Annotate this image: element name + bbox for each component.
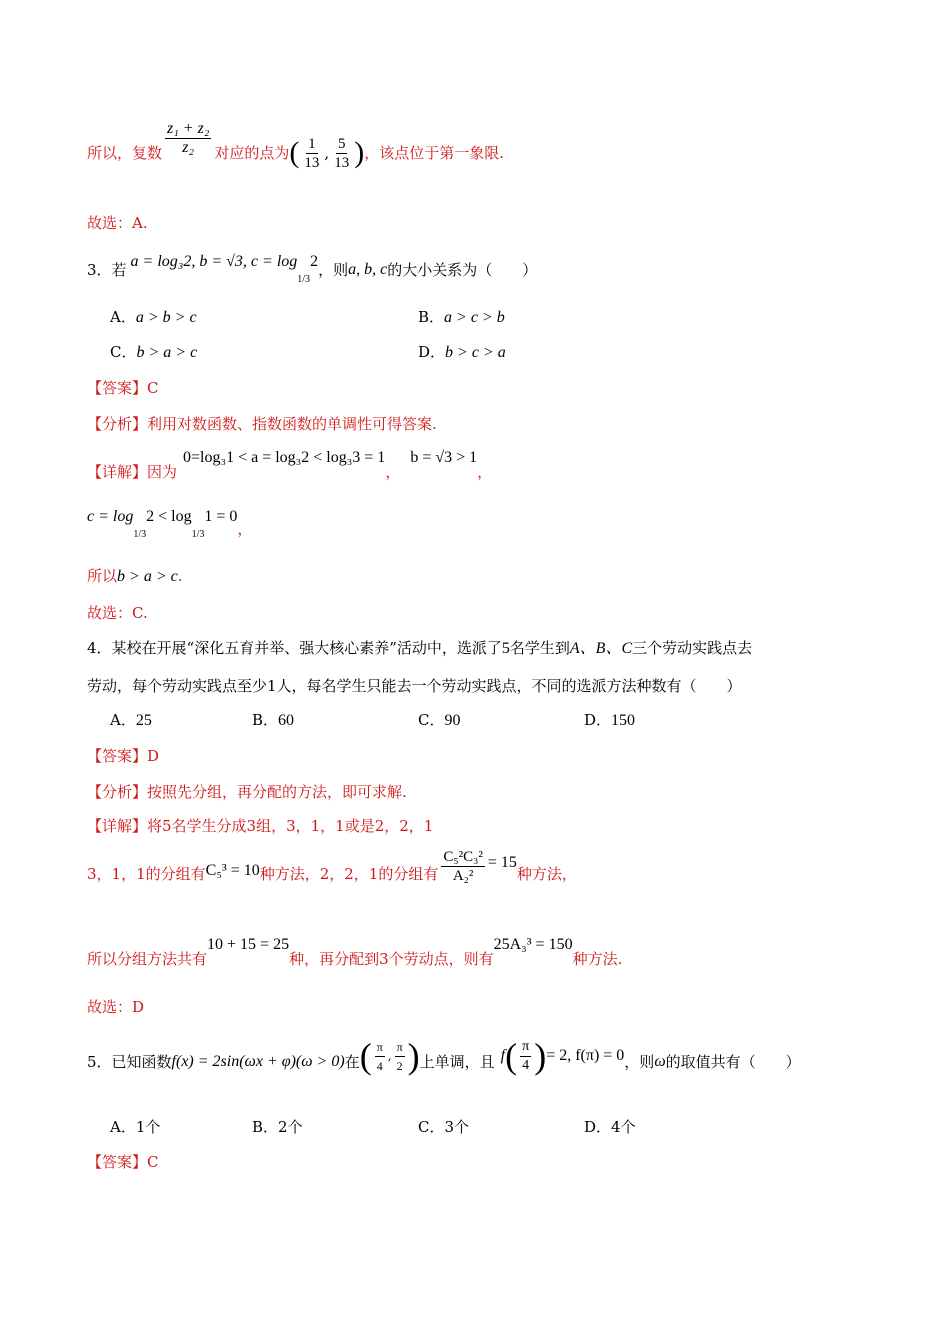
option-label: C． [418, 711, 445, 729]
log-base: 1/3 [133, 529, 147, 540]
math-expression: 2 < log [146, 508, 192, 525]
q5-option-c [418, 1117, 469, 1137]
frac-denominator: 4 [376, 1058, 383, 1073]
q2-choice: 故选：A. [87, 214, 148, 232]
text: 【详解】因为 [87, 463, 178, 481]
text: 对应的点为 [214, 144, 290, 162]
text: 种方法，2，2，1的分组有 [259, 865, 439, 883]
math-expression: b = √3 > 1 [410, 449, 478, 466]
option-text: 1个 [135, 1118, 161, 1136]
option-label: D． [418, 343, 446, 361]
frac-denominator: 2 [396, 1058, 403, 1073]
q4-total [87, 935, 622, 969]
option-text: a > c > b [444, 309, 505, 326]
math-expression: 0=log₃1 < a = log₃2 < log₃3 = 1 [183, 449, 386, 466]
frac-denominator: 13 [304, 154, 320, 171]
text: 的取值共有（ ） [665, 1053, 801, 1071]
question-number: 5．已知函数 [87, 1053, 172, 1071]
math-vars: A、B、C [569, 640, 633, 657]
q4-option-b [252, 710, 294, 731]
option-text: b > a > c [136, 344, 198, 361]
text: . [177, 567, 183, 585]
q5-answer: 【答案】C [87, 1153, 159, 1171]
text: 上单调，且 [419, 1053, 495, 1071]
text: ， [385, 463, 401, 481]
frac-denominator: A₂² [452, 867, 474, 884]
text: ，该点位于第一象限. [364, 144, 504, 162]
text: 种方法， [516, 865, 577, 883]
text: 三个劳动实践点去 [632, 639, 753, 657]
text: 所以 [87, 567, 118, 585]
option-label: B． [252, 711, 279, 729]
math-expression: C₅³ = 10 [205, 862, 260, 879]
text: 的大小关系为（ ） [387, 261, 538, 279]
fraction-grouping [441, 848, 484, 885]
question-number: 3．若 [87, 261, 127, 279]
text: ， [237, 520, 253, 538]
q3-detail [87, 448, 492, 482]
q3-c-expression [87, 507, 252, 541]
log-base: 1/3 [191, 529, 205, 540]
option-label: A． [110, 711, 136, 729]
q3-so [87, 566, 183, 587]
q4-question-line2: 劳动，每个劳动实践点至少1人，每名学生只能去一个劳动实践点，不同的选派方法种数有（ ） [87, 677, 742, 695]
text: 种方法. [572, 950, 623, 968]
q5-option-d [584, 1117, 636, 1137]
option-text: 4个 [611, 1118, 636, 1136]
option-label: A． [110, 308, 136, 326]
q4-answer: 【答案】D [87, 747, 160, 765]
frac-numerator: 5 [337, 135, 346, 152]
q3-answer: 【答案】C [87, 379, 159, 397]
fraction-z [165, 120, 211, 157]
math-expression: = 2, f(π) = 0 [546, 1047, 625, 1064]
frac-denominator: z₂ [182, 138, 195, 156]
text: 种，再分配到3个劳动点，则有 [289, 950, 494, 968]
point-coordinates: ( $\frac{1}{13}$ , $\frac{5}{13}$ ) [289, 135, 365, 171]
q2-conclusion-line [87, 119, 504, 178]
option-text: 150 [611, 712, 636, 729]
q4-detail: 【详解】将5名学生分成3组，3，1，1或是2，2，1 [87, 817, 434, 835]
condition: f ( $\frac{\pi}{4}$ ) = 2, f(π) = 0 [500, 1036, 625, 1076]
text: 所以分组方法共有 [87, 950, 208, 968]
q5-question [87, 1036, 801, 1088]
option-text: 25 [135, 712, 152, 729]
text: ， [477, 463, 493, 481]
math-expression: f [500, 1047, 506, 1064]
text: 名学生到 [509, 639, 570, 657]
interval: ( $\frac{\pi}{4}$ , $\frac{\pi}{2}$ ) [359, 1036, 420, 1076]
option-label: C． [110, 343, 137, 361]
q3-option-b [418, 307, 505, 328]
frac-numerator: 1 [308, 135, 316, 152]
q4-question-line1 [87, 638, 752, 659]
math-expression: f(x) = 2sin(ωx + φ)(ω > 0) [171, 1053, 345, 1070]
math-expression: b > a > c [117, 568, 178, 585]
option-text: 2个 [278, 1118, 303, 1136]
math-vars: a, b, c [348, 261, 388, 278]
q3-option-a [110, 307, 197, 328]
text: 所以，复数 [87, 144, 163, 162]
q4-option-d [584, 710, 635, 731]
q3-option-d [418, 342, 506, 363]
option-text: 60 [278, 712, 295, 729]
q5-option-b [252, 1117, 303, 1137]
math-var: ω [654, 1053, 666, 1070]
frac-numerator: z₁ + z₂ [167, 119, 210, 137]
q3-analysis: 【分析】利用对数函数、指数函数的单调性可得答案. [87, 415, 437, 433]
option-label: B． [252, 1118, 279, 1136]
option-label: C． [418, 1118, 445, 1136]
text: 在 [344, 1053, 360, 1071]
q3-option-c [110, 342, 197, 363]
text: ，则 [318, 261, 349, 279]
q4-option-c [418, 710, 460, 731]
q3-choice: 故选：C. [87, 604, 148, 622]
frac-denominator: 13 [334, 154, 350, 171]
log-base: 1/3 [297, 274, 311, 285]
option-label: A． [110, 1118, 136, 1136]
math-expression: c = log [87, 508, 134, 525]
math-expression: 25A₃³ = 150 [493, 936, 573, 953]
frac-numerator: C₅²C₃² [443, 848, 483, 865]
option-label: D． [584, 1118, 612, 1136]
frac-denominator: 4 [522, 1057, 530, 1073]
q4-analysis: 【分析】按照先分组，再分配的方法，即可求解. [87, 783, 407, 801]
math-expression: a = log₃2, b = √3, c = log [130, 253, 298, 270]
text: ，则 [624, 1053, 655, 1071]
q3-question [87, 252, 537, 286]
math-expression: 1 = 0 [204, 508, 238, 525]
math-number: 5 [501, 640, 510, 657]
math-expression: 10 + 15 = 25 [207, 936, 290, 953]
option-label: B． [418, 308, 445, 326]
frac-numerator: π [395, 1038, 405, 1057]
frac-numerator: π [520, 1038, 531, 1057]
q4-option-a [110, 710, 152, 731]
q5-option-a [110, 1117, 160, 1137]
option-text: 3个 [444, 1118, 470, 1136]
q4-grouping [87, 848, 577, 900]
text: 4．某校在开展“深化五育并举、强大核心素养”活动中，选派了 [87, 639, 502, 657]
frac-numerator: π [375, 1038, 385, 1057]
q4-choice: 故选：D [87, 998, 145, 1016]
option-text: 90 [444, 712, 461, 729]
option-text: a > b > c [135, 309, 197, 326]
option-text: b > c > a [445, 344, 506, 361]
option-label: D． [584, 711, 612, 729]
text: 3，1，1的分组有 [87, 865, 206, 883]
math-expression: 2 [310, 253, 319, 270]
math-expression: = 15 [487, 854, 517, 871]
